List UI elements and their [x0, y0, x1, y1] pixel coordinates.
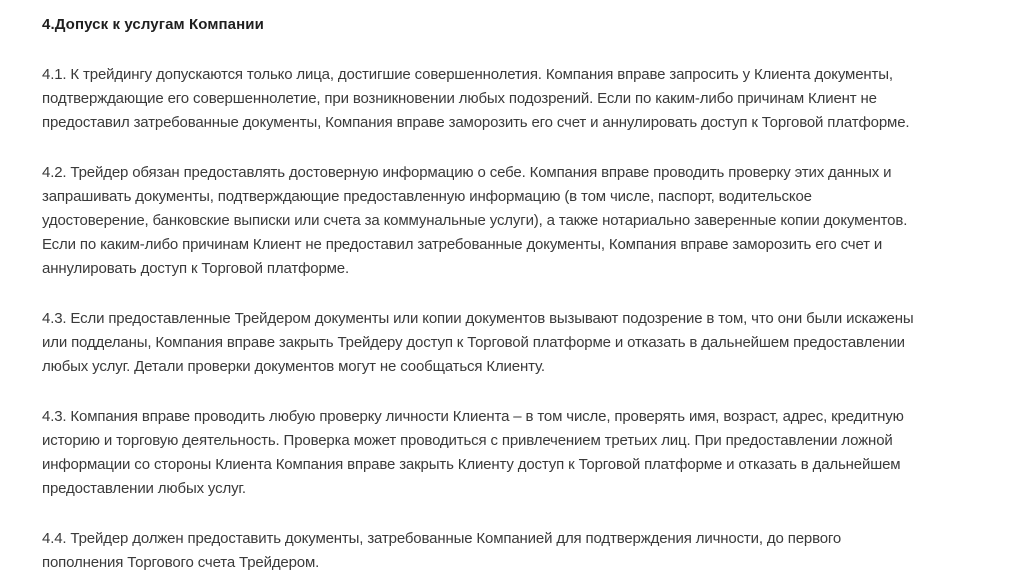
paragraph-line: пополнения Торгового счета Трейдером.: [42, 554, 320, 571]
paragraph-line: Если по каким-либо причинам Клиент не предоставил затребованные документы, Компания вправе заморозить его счет и: [42, 236, 883, 253]
section-title: 4.Допуск к услугам Компании: [42, 16, 264, 33]
paragraph-line: запрашивать документы, подтверждающие предоставленную информацию (в том числе, паспорт, водительское: [42, 188, 812, 205]
paragraph-line: любых услуг. Детали проверки документов могут не сообщаться Клиенту.: [42, 358, 545, 375]
paragraph-line: аннулировать доступ к Торговой платформе.: [42, 260, 350, 277]
paragraph-line: предоставлении любых услуг.: [42, 480, 246, 497]
paragraph-4-1: [42, 63, 1011, 135]
paragraph-line: 4.4. Трейдер должен предоставить документы, затребованные Компанией для подтверждения личности, до первого: [42, 530, 842, 547]
paragraph-line: историю и торговую деятельность. Проверка может проводиться с привлечением третьих лиц. При предоставлении ложной: [42, 432, 893, 449]
paragraph-line: предоставил затребованные документы, Компания вправе заморозить его счет и аннулировать доступ к Торговой платформе.: [42, 114, 910, 131]
paragraph-line: 4.3. Если предоставленные Трейдером документы или копии документов вызывают подозрение в том, что они были искажены: [42, 310, 914, 327]
paragraph-line: 4.2. Трейдер обязан предоставлять достоверную информацию о себе. Компания вправе проводить проверку этих данных и: [42, 164, 892, 181]
paragraph-line: удостоверение, банковские выписки или счета за коммунальные услуги), а также нотариально заверенные копии документов.: [42, 212, 908, 229]
paragraph-4-2: [42, 161, 1011, 281]
paragraph-4-3-a: [42, 307, 1011, 379]
paragraph-4-3-b: [42, 405, 1011, 501]
paragraph-line: или подделаны, Компания вправе закрыть Трейдеру доступ к Торговой платформе и отказать в дальнейшем предоставлении: [42, 334, 905, 351]
paragraph-4-4: [42, 527, 1011, 575]
paragraph-line: информации со стороны Клиента Компания вправе закрыть Клиенту доступ к Торговой платформе и отказать в дальнейшем: [42, 456, 901, 473]
paragraph-line: 4.3. Компания вправе проводить любую проверку личности Клиента – в том числе, проверять имя, возраст, адрес, кредитную: [42, 408, 904, 425]
paragraph-line: 4.1. К трейдингу допускаются только лица, достигшие совершеннолетия. Компания вправе запросить у Клиента документы,: [42, 66, 893, 83]
paragraph-line: подтверждающие его совершеннолетие, при возникновении любых подозрений. Если по каким-либо причинам Клиент не: [42, 90, 877, 107]
